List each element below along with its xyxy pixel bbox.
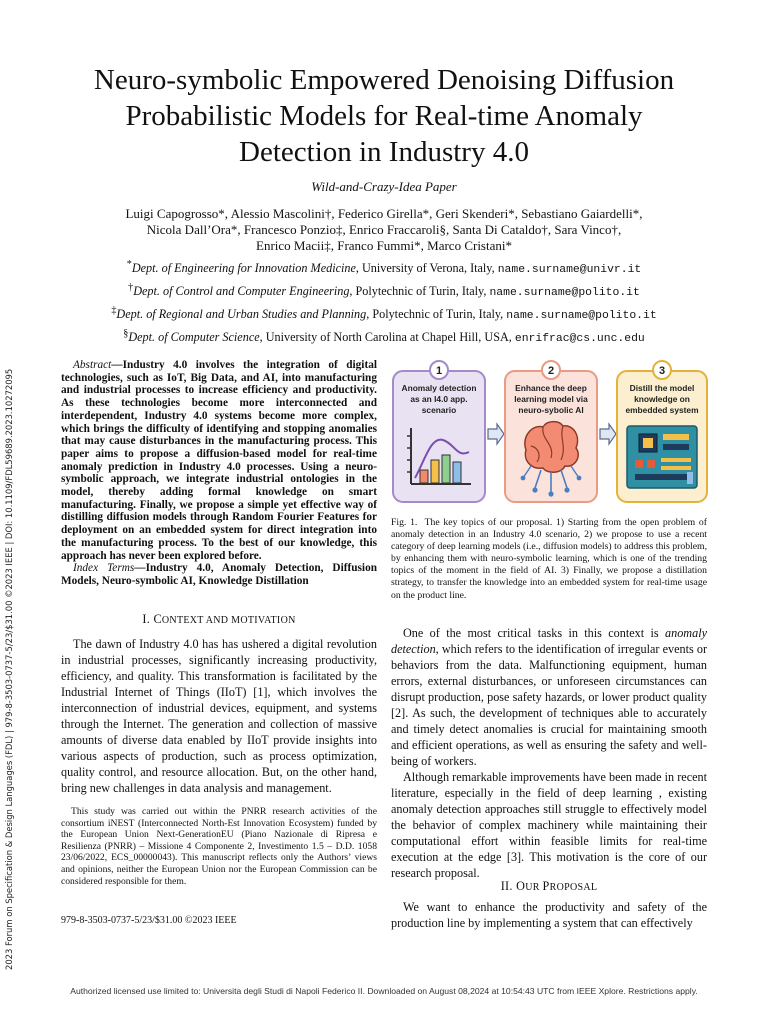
- panel-label: Enhance the deep: [515, 383, 587, 393]
- license-notice: Authorized licensed use limited to: Universita degli Studi di Napoli Federico II. Downloaded on August 08,2024 at 10:54:43 UTC from IEEE Xplore. Restrictions apply.: [70, 986, 698, 996]
- title-line: Probabilistic Models for Real-time Anomaly: [125, 100, 643, 132]
- panel-label: scenario: [421, 405, 457, 415]
- section-title-rest: ONTEXT AND MOTIVATION: [161, 615, 296, 626]
- footnote-text: This study was carried out within the PNRR research activities of the consortium iNEST (Interconnected North-Est Innovation Ecosystem) funded by the European Union Next-GenerationEU (Piano Nazionale di Ripresa e Resilienza (PNRR) – Missione 4 Componente 2, Investimento 1.5 – D.D. 1058 23/06/2022, ECS_00000043). This manuscript reflects only the Authors’ views and opinions, neither the European Union nor the European Commission can be considered responsible for them.: [61, 806, 377, 887]
- affiliation: [40, 325, 728, 348]
- affiliation-email[interactable]: name.surname@polito.it: [489, 287, 640, 300]
- paragraph: Although remarkable improvements have been made in recent literature, especially in the field of deep learning , existing anomaly detection approaches still struggle to effectively model the behavior of complex machinery while maintaining their computational effort within feasible limits for real-time execution at the edge [3]. This motivation is the core of our research proposal.: [391, 770, 707, 880]
- affiliation-mark: ‡: [111, 305, 117, 317]
- section-heading: [391, 879, 707, 896]
- author-line: Luigi Capogrosso*, Alessio Mascolini†, Federico Girella*, Geri Skenderi*, Sebastiano Gaiardelli*,: [125, 206, 643, 221]
- affiliation-email[interactable]: name.surname@polito.it: [506, 310, 657, 323]
- section1-body: [61, 636, 377, 796]
- affiliation: [40, 256, 728, 279]
- abstract-label: Abstract: [73, 359, 112, 371]
- section-title-rest: UR: [525, 882, 543, 893]
- panel-label: neuro-sybolic AI: [518, 405, 584, 415]
- affiliation-institution: , Polytechnic of Turin, Italy,: [366, 307, 507, 322]
- affiliation-mark: *: [126, 259, 132, 270]
- affiliation-dept: Dept. of Control and Computer Engineering: [133, 284, 350, 299]
- affiliation-email[interactable]: name.surname@univr.it: [497, 264, 642, 277]
- abstract-text: —Industry 4.0 involves the integration of digital technologies, such as IoT, Big Data, and AI, into manufacturing and industrial processes to increase efficiency and productivity. As these technologies become more interconnected and interdependent, Industry 4.0 systems become more complex, which brings the difficulty of identifying and stopping anomalies that may cause disturbances in the manufacturing process. This paper aims to propose a diffusion-based model for real-time anomaly prediction in Industry 4.0 processes. Using a neuro-symbolic approach, we integrate industrial ontologies in the model, thereby adding formal knowledge on smart manufacturing. Finally, we propose a simple yet effective way of distilling diffusion models through Random Fourier Features for deployment on an embedded system for direct integration into the manufacturing process. To the best of our knowledge, this approach has never been explored before.: [61, 359, 377, 562]
- paragraph-text: One of the most critical tasks in this context is: [403, 626, 666, 640]
- index-terms-text: —Industry 4.0, Anomaly Detection, Diffusion Models, Neuro-symbolic AI, Knowledge Distillation: [61, 562, 377, 587]
- arrow-right-icon: [488, 424, 504, 444]
- title-line: Neuro-symbolic Empowered Denoising Diffusion: [93, 64, 675, 96]
- circuit-board-icon: [627, 426, 697, 488]
- section-title-rest: ROPOSAL: [549, 882, 598, 893]
- section2-body: [391, 899, 707, 931]
- affiliation-institution: , Polytechnic of Turin, Italy,: [349, 284, 490, 299]
- author-line: Nicola Dall’Ora*, Francesco Ponzio‡, Enrico Fraccaroli§, Santa Di Cataldo†, Sara Vinco†,: [146, 222, 622, 237]
- step-number: 3: [658, 365, 666, 377]
- affiliation-dept: Dept. of Computer Science: [128, 330, 260, 345]
- funding-footnote: [61, 806, 377, 887]
- section-title-initial: C: [153, 612, 162, 626]
- step-number: 1: [435, 365, 443, 377]
- author-list: [40, 206, 728, 254]
- abstract-block: [61, 359, 377, 588]
- title-line: Detection in Industry 4.0: [239, 136, 529, 168]
- index-terms-label: Index Terms: [73, 562, 135, 575]
- panel-label: Anomaly detection: [401, 383, 477, 393]
- panel-label: as an I4.0 app.: [410, 394, 468, 404]
- affiliation-dept: Dept. of Engineering for Innovation Medicine: [131, 261, 356, 276]
- figure-caption: [391, 517, 707, 602]
- panel-label: Distill the model: [629, 383, 695, 393]
- caption-label: Fig. 1.: [391, 517, 418, 528]
- paragraph: [391, 625, 707, 769]
- affiliations: [40, 256, 728, 348]
- affiliation: [40, 279, 728, 302]
- emphasis: anomaly detection: [391, 626, 707, 656]
- affiliation-institution: , University of Verona, Italy,: [355, 261, 498, 276]
- section-number: II.: [500, 879, 513, 893]
- figure-1: [391, 360, 709, 505]
- affiliation-mark: †: [128, 282, 134, 294]
- panel-label: knowledge on: [634, 394, 690, 404]
- affiliation-mark: §: [123, 328, 129, 340]
- affiliation: [40, 302, 728, 325]
- side-stamp: 2023 Forum on Specification & Design Languages (FDL) | 979-8-3503-0737-5/23/$31.00 ©2023 IEEE | DOI: 10.1109/FDL59689.2023.10272095: [4, 368, 14, 970]
- paper-title: [40, 62, 728, 170]
- panel-label: embedded system: [625, 405, 699, 415]
- section-title-initial: P: [542, 879, 550, 893]
- section-heading: [61, 612, 377, 629]
- paragraph: The dawn of Industry 4.0 has has ushered a digital revolution in industrial processes, significantly increasing productivity, efficiency, and quality. This transformation is facilitated by the Industrial Internet of Things (IIoT) [1], which involves the interconnection of industrial devices, equipment, and systems through the Internet. The generation and collection of massive amounts of diverse data enabled by IIoT provide insights into various aspects of production, such as process optimization, quality control, and resource allocation. But, on the other hand, bring new challenges in data analysis and management.: [61, 637, 377, 795]
- right-column-body: [391, 625, 707, 881]
- affiliation-email[interactable]: enrifrac@cs.unc.edu: [514, 333, 645, 346]
- paragraph: We want to enhance the productivity and safety of the production line by implementing a system that can effectively: [391, 900, 707, 930]
- step-number: 2: [547, 365, 555, 377]
- panel-label: learning model via: [514, 394, 588, 404]
- caption-text: The key topics of our proposal. 1) Starting from the open problem of anomaly detection in an Industry 4.0 scenario, 2) we propose to use a recent category of deep learning models (i.e., diffusion models) to address this problem, by enhancing them with neuro-symbolic learning, which is one of the trending topics of the moment in the field of AI. 3) Finally, we propose a distillation strategy, to transfer the knowledge into an embedded system for real-time usage on the product line.: [391, 517, 707, 601]
- author-line: Enrico Macii‡, Franco Fummi*, Marco Cristani*: [256, 238, 512, 253]
- arrow-right-icon: [600, 424, 616, 444]
- paper-subtitle: Wild-and-Crazy-Idea Paper: [311, 179, 457, 194]
- paragraph-text: , which refers to the identification of irregular events or behaviors from the data. Malfunctioning equipment, human errors, external disturbances, or unforeseen circumstances can disrupt production, pose safety hazards, or lower product quality [2]. As such, the development of techniques able to accurately and timely detect anomalies is crucial for maintaining smooth and efficient operations, as well as ensuring the safety and well-being of workers.: [391, 642, 707, 768]
- abstract-paragraph: [61, 359, 377, 562]
- section-number: I.: [142, 612, 151, 626]
- index-terms: [61, 562, 377, 587]
- section-title-initial: O: [516, 879, 526, 893]
- affiliation-dept: Dept. of Regional and Urban Studies and Planning: [116, 307, 367, 322]
- copyright-line: 979-8-3503-0737-5/23/$31.00 ©2023 IEEE: [61, 915, 237, 926]
- affiliation-institution: , University of North Carolina at Chapel Hill, USA,: [259, 330, 515, 345]
